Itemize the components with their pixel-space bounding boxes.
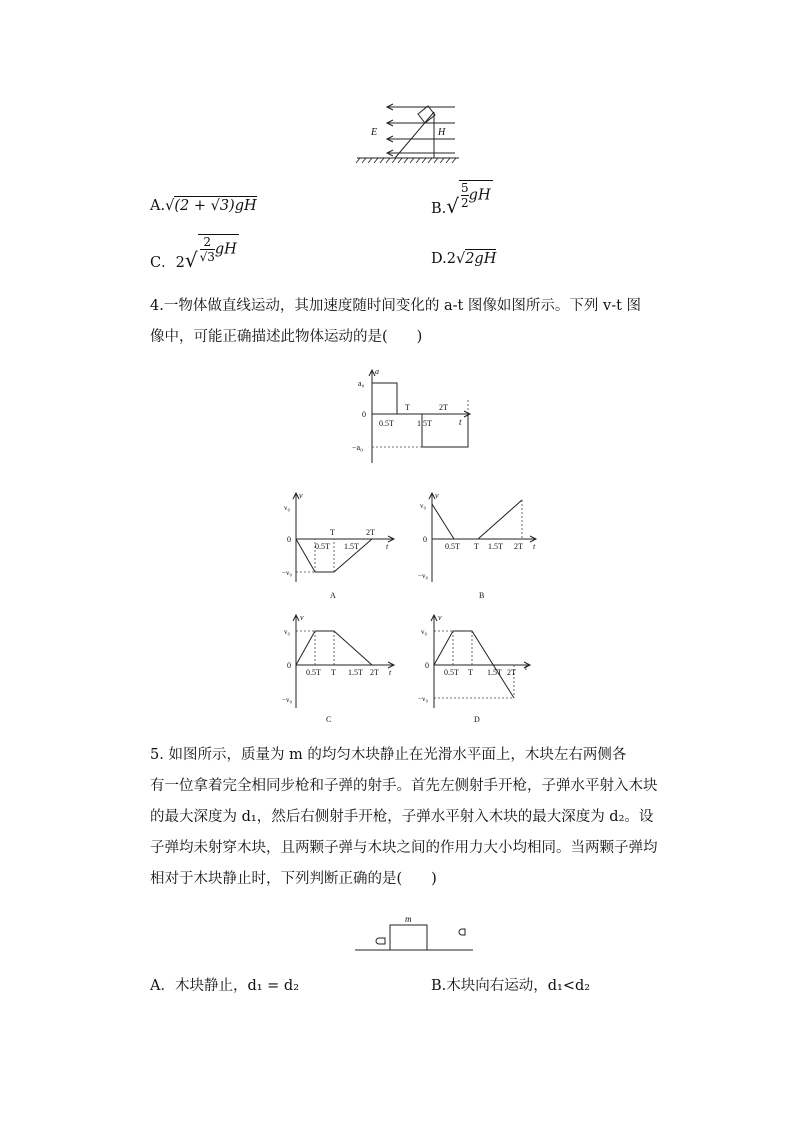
graph-caption: D <box>474 715 480 724</box>
t-axis-label: t <box>533 542 536 551</box>
q5-stem-line: 相对于木块静止时，下列判断正确的是( ) <box>150 871 437 887</box>
graph-caption: C <box>326 715 332 724</box>
tick-T: T <box>330 528 335 537</box>
at-graph <box>350 365 480 465</box>
block-mass-label: m <box>405 914 412 924</box>
q4-stem-line1: 4.一物体做直线运动，其加速度随时间变化的 a-t 图像如图所示。下列 v-t 图 <box>150 298 642 314</box>
v0-label: v₀ <box>421 628 427 636</box>
option-b-denominator: 2 <box>461 196 469 210</box>
tick-0.5T: 0.5T <box>315 542 330 551</box>
vt-graph-c[interactable] <box>282 612 402 724</box>
t-axis-label: t <box>525 663 528 672</box>
tick-1.5T: 1.5T <box>487 668 502 677</box>
tick-2T: 2T <box>507 668 516 677</box>
field-label: E <box>371 127 378 138</box>
at-tick-1.5T: 1.5T <box>417 419 432 428</box>
zero-label: 0 <box>423 535 427 544</box>
neg-v0-label: −v₀ <box>282 569 292 577</box>
q5-option-a[interactable]: A．木块静止，d₁ = d₂ <box>150 978 300 994</box>
sqrt-sign: √ <box>184 248 198 272</box>
tick-1.5T: 1.5T <box>488 542 503 551</box>
height-label: H <box>438 127 446 138</box>
option-c-numerator: 2 <box>200 235 215 250</box>
v-axis-label: v <box>299 491 303 500</box>
neg-v0-label: −v₀ <box>418 572 428 580</box>
q3-incline-figure <box>355 100 465 170</box>
vt-graph-d[interactable] <box>418 612 538 724</box>
at-tick-T: T <box>405 403 410 412</box>
v-axis-label: v <box>300 613 304 622</box>
option-d-prefix: D.2 <box>431 251 456 267</box>
tick-T: T <box>474 542 479 551</box>
tick-T: T <box>331 668 336 677</box>
q5-stem-line: 的最大深度为 d₁，然后右侧射手开枪，子弹水平射入木块的最大深度为 d₂。设 <box>150 809 654 825</box>
q3-option-d[interactable] <box>431 249 496 269</box>
option-a-expr: (2 + √3)gH <box>174 198 257 214</box>
v-axis-label: v <box>435 491 439 500</box>
sqrt-sign: √ <box>455 251 466 267</box>
option-c-denominator: √3 <box>199 250 215 264</box>
tick-0.5T: 0.5T <box>306 668 321 677</box>
q3-option-b[interactable] <box>431 180 493 226</box>
at-a0-label: a₀ <box>358 379 365 388</box>
neg-v0-label: −v₀ <box>282 696 292 704</box>
option-c-tail: gH <box>214 241 237 258</box>
at-neg-a0-label: −a₀ <box>352 443 363 452</box>
at-zero-label: 0 <box>362 410 366 419</box>
option-d-expr: 2gH <box>465 251 497 267</box>
graph-caption: B <box>479 591 485 600</box>
option-b-prefix: B. <box>431 201 447 217</box>
option-b-numerator: 5 <box>461 181 469 195</box>
vt-graph-b[interactable] <box>418 490 543 600</box>
q4-stem <box>150 291 690 353</box>
q5-stem <box>150 740 690 895</box>
t-axis-label: t <box>389 668 392 677</box>
sqrt-sign: √ <box>446 194 460 218</box>
tick-0.5T: 0.5T <box>444 668 459 677</box>
tick-1.5T: 1.5T <box>344 542 359 551</box>
v-axis-label: v <box>438 613 442 622</box>
at-tick-2T: 2T <box>439 403 448 412</box>
q5-block-figure <box>355 912 475 954</box>
q3-option-a[interactable] <box>150 196 257 216</box>
tick-0.5T: 0.5T <box>445 542 460 551</box>
q3-option-c[interactable] <box>150 234 239 280</box>
q5-stem-line: 5. 如图所示，质量为 m 的均匀木块静止在光滑水平面上，木块左右两侧各 <box>150 747 627 763</box>
neg-v0-label: −v₀ <box>418 695 428 703</box>
tick-2T: 2T <box>366 528 375 537</box>
v0-label: v₀ <box>284 628 290 636</box>
tick-T: T <box>468 668 473 677</box>
sqrt-sign: √ <box>165 198 175 214</box>
tick-1.5T: 1.5T <box>348 668 363 677</box>
v0-label: v₀ <box>284 504 290 512</box>
q4-stem-line2: 像中，可能正确描述此物体运动的是( ) <box>150 329 423 345</box>
at-tick-0.5T: 0.5T <box>379 419 394 428</box>
zero-label: 0 <box>287 535 291 544</box>
tick-2T: 2T <box>514 542 523 551</box>
t-axis-label: t <box>386 542 389 551</box>
option-c-prefix: C．2 <box>150 255 185 271</box>
q5-stem-line: 有一位拿着完全相同步枪和子弹的射手。首先左侧射手开枪，子弹水平射入木块 <box>150 778 658 794</box>
zero-label: 0 <box>287 661 291 670</box>
q5-option-b[interactable]: B.木块向右运动，d₁<d₂ <box>431 978 591 994</box>
graph-caption: A <box>330 591 336 600</box>
vt-graph-a[interactable] <box>282 490 402 600</box>
v0-label: v₀ <box>420 502 426 510</box>
zero-label: 0 <box>425 661 429 670</box>
at-t-axis-label: t <box>459 417 462 427</box>
option-a-prefix: A. <box>150 198 166 214</box>
tick-2T: 2T <box>370 668 379 677</box>
at-a-axis-label: a <box>375 367 379 376</box>
option-b-tail: gH <box>468 187 491 204</box>
q5-stem-line: 子弹均未射穿木块，且两颗子弹与木块之间的作用力大小均相同。当两颗子弹均 <box>150 840 658 856</box>
